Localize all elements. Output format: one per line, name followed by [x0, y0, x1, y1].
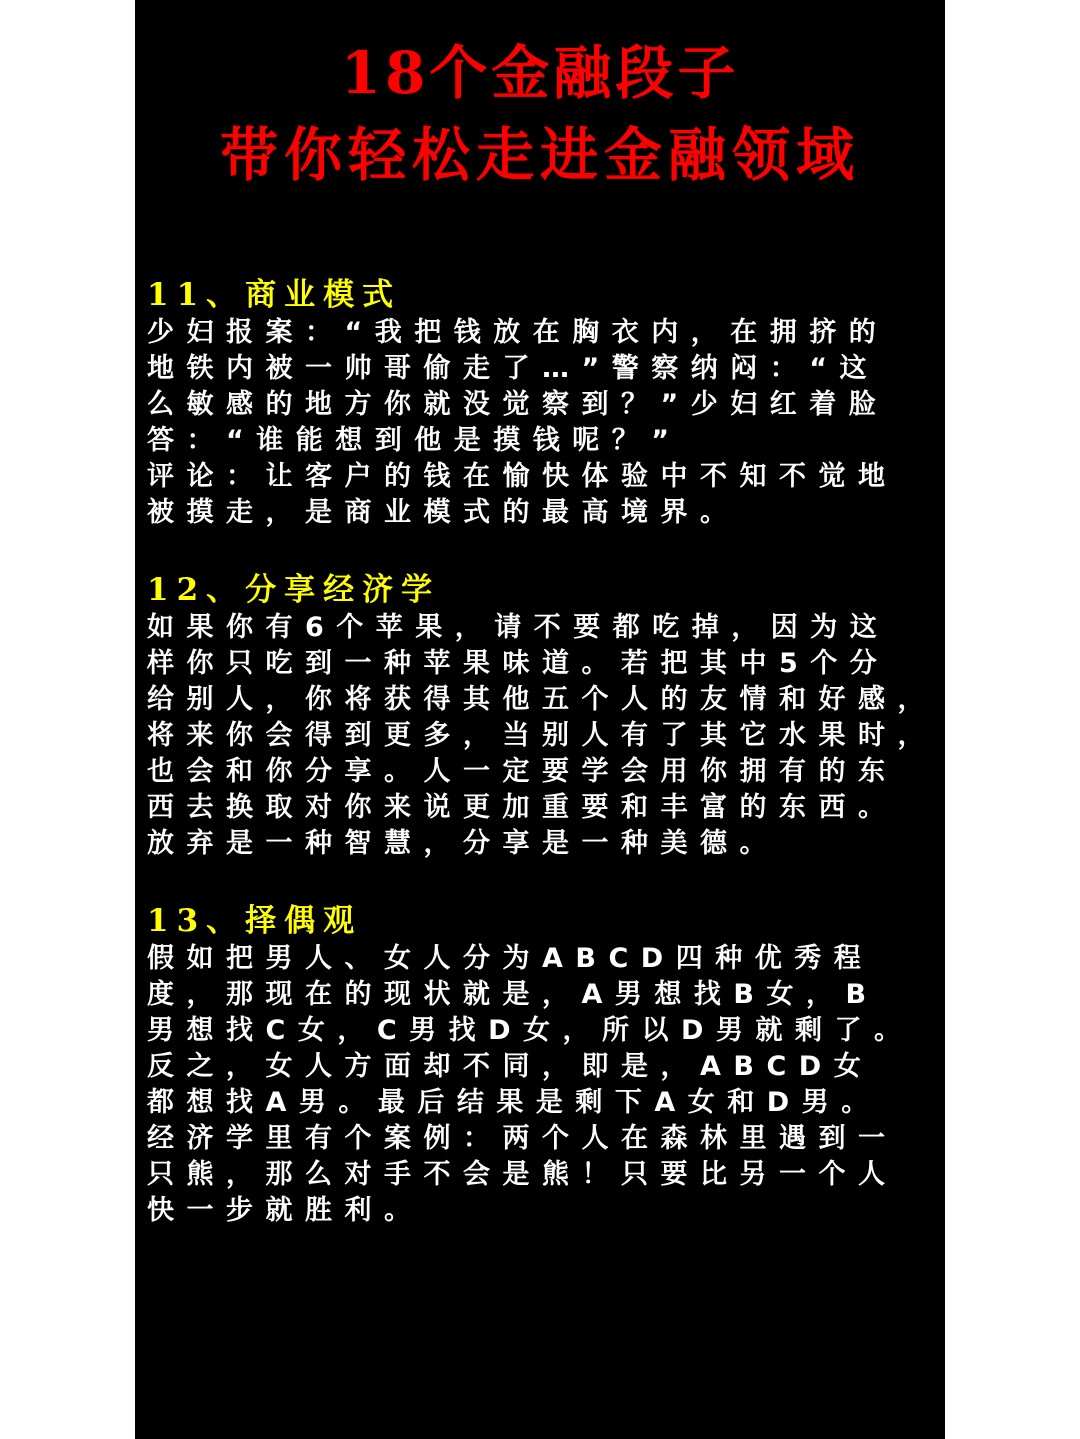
poster-page — [135, 0, 945, 1439]
body-line: 男想找C女，C男找D女，所以D男就剩了。 — [147, 1015, 914, 1046]
body-line: 少妇报案：“我把钱放在胸衣内，在拥挤的 — [147, 317, 889, 348]
title-line-2: 带你轻松走进金融领域 — [219, 121, 860, 189]
body-line: 只熊，那么对手不会是熊！只要比另一个人 — [147, 1159, 898, 1190]
section-mate-selection — [147, 902, 937, 1229]
section-business-model — [147, 276, 937, 531]
section-heading: 13、择偶观 — [147, 903, 363, 939]
body-line: 快一步就胜利。 — [147, 1195, 424, 1226]
body-line: 都想找A男。最后结果是剩下A女和D男。 — [147, 1087, 881, 1118]
body-line: 被摸走，是商业模式的最高境界。 — [147, 497, 740, 528]
body-line: 将来你会得到更多，当别人有了其它水果时， — [147, 720, 937, 751]
body-line: 答：“谁能想到他是摸钱呢？” — [147, 425, 682, 456]
body-line: 度，那现在的现状就是，A男想找B女，B — [147, 979, 879, 1010]
title-line-1: 18个金融段子 — [340, 39, 740, 107]
body-line: 西去换取对你来说更加重要和丰富的东西。 — [147, 792, 898, 823]
body-line: 地铁内被一帅哥偷走了…”警察纳闷：“这 — [147, 353, 879, 384]
body-line: 样你只吃到一种苹果味道。若把其中5个分 — [147, 648, 890, 679]
section-heading: 11、商业模式 — [147, 277, 402, 313]
body-line: 么敏感的地方你就没觉察到？”少妇红着脸 — [147, 389, 889, 420]
body-line: 评论：让客户的钱在愉快体验中不知不觉地 — [147, 461, 898, 492]
body-line: 经济学里有个案例：两个人在森林里遇到一 — [147, 1123, 898, 1154]
body-line: 放弃是一种智慧，分享是一种美德。 — [147, 828, 779, 859]
body-line: 给别人，你将获得其他五个人的友情和好感， — [147, 684, 937, 715]
body-line: 如果你有6个苹果，请不要都吃掉，因为这 — [147, 612, 890, 643]
body-line: 假如把男人、女人分为ABCD四种优秀程 — [147, 943, 874, 974]
body-line: 也会和你分享。人一定要学会用你拥有的东 — [147, 756, 898, 787]
section-sharing-economics — [147, 571, 937, 862]
section-heading: 12、分享经济学 — [147, 572, 441, 608]
body-line: 反之，女人方面却不同，即是，ABCD女 — [147, 1051, 874, 1082]
